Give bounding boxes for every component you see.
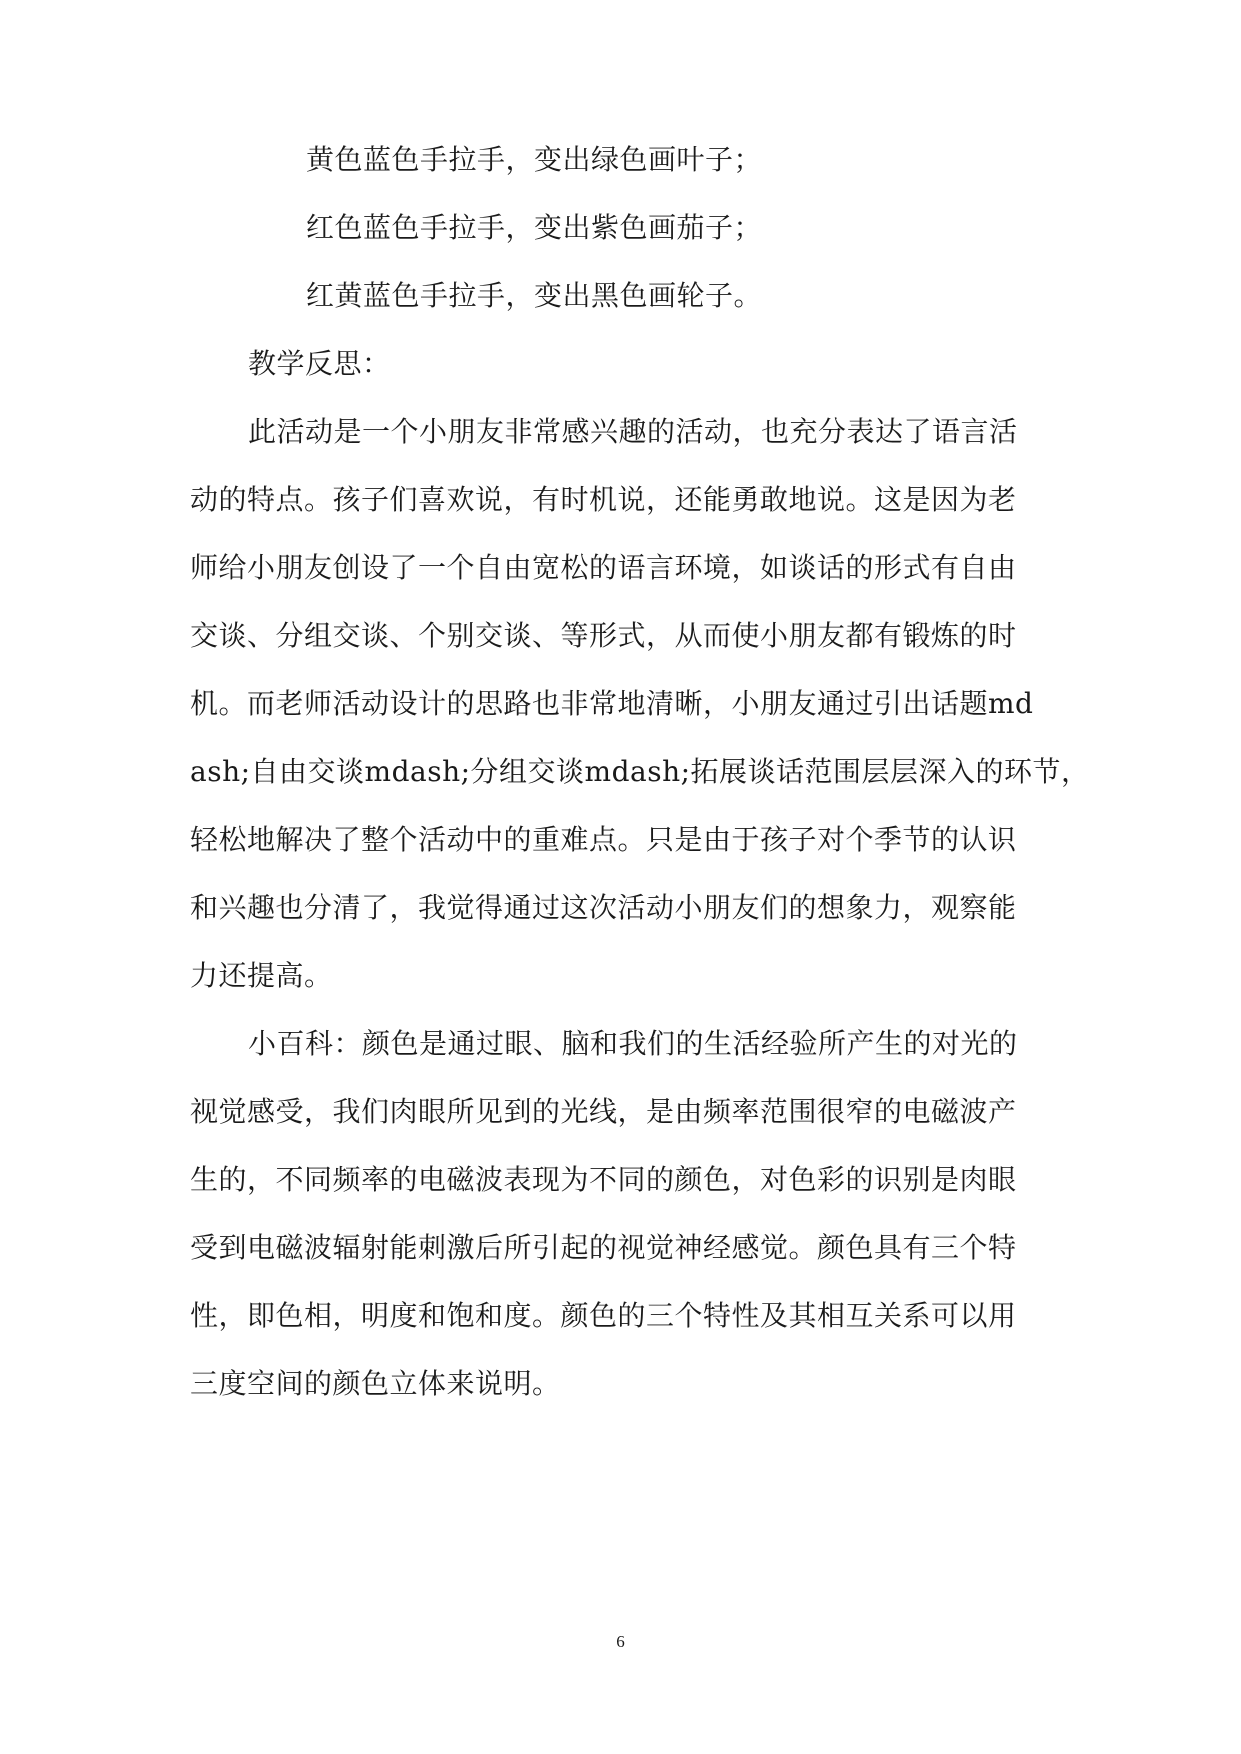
poem-line-3: 红黄蓝色手拉手，变出黑色画轮子。: [306, 279, 763, 312]
reflection-line: 机。而老师活动设计的思路也非常地清晰，小朋友通过引出话题md: [190, 687, 1034, 720]
encyclopedia-line: 受到电磁波辐射能刺激后所引起的视觉神经感觉。颜色具有三个特: [190, 1231, 1017, 1264]
encyclopedia-line: 视觉感受，我们肉眼所见到的光线，是由频率范围很窄的电磁波产: [190, 1095, 1017, 1128]
encyclopedia-line: 性，即色相，明度和饱和度。颜色的三个特性及其相互关系可以用: [190, 1299, 1017, 1332]
reflection-line: 力还提高。: [190, 959, 333, 992]
reflection-heading: 教学反思：: [248, 347, 391, 380]
reflection-line: ash;自由交谈mdash;分组交谈mdash;拓展谈话范围层层深入的环节，: [190, 755, 1090, 788]
poem-line-1: 黄色蓝色手拉手，变出绿色画叶子；: [306, 143, 763, 176]
encyclopedia-line: 生的，不同频率的电磁波表现为不同的颜色，对色彩的识别是肉眼: [190, 1163, 1017, 1196]
reflection-line: 交谈、分组交谈、个别交谈、等形式，从而使小朋友都有锻炼的时: [190, 619, 1017, 652]
reflection-line: 师给小朋友创设了一个自由宽松的语言环境，如谈话的形式有自由: [190, 551, 1017, 584]
page-number: 6: [616, 1632, 625, 1651]
reflection-line: 此活动是一个小朋友非常感兴趣的活动，也充分表达了语言活: [248, 415, 1018, 448]
reflection-line: 和兴趣也分清了，我觉得通过这次活动小朋友们的想象力，观察能: [190, 891, 1017, 924]
poem-line-2: 红色蓝色手拉手，变出紫色画茄子；: [306, 211, 763, 244]
encyclopedia-line: 小百科：颜色是通过眼、脑和我们的生活经验所产生的对光的: [248, 1027, 1018, 1060]
reflection-line: 轻松地解决了整个活动中的重难点。只是由于孩子对个季节的认识: [190, 823, 1017, 856]
encyclopedia-line: 三度空间的颜色立体来说明。: [190, 1367, 561, 1400]
reflection-line: 动的特点。孩子们喜欢说，有时机说，还能勇敢地说。这是因为老: [190, 483, 1017, 516]
